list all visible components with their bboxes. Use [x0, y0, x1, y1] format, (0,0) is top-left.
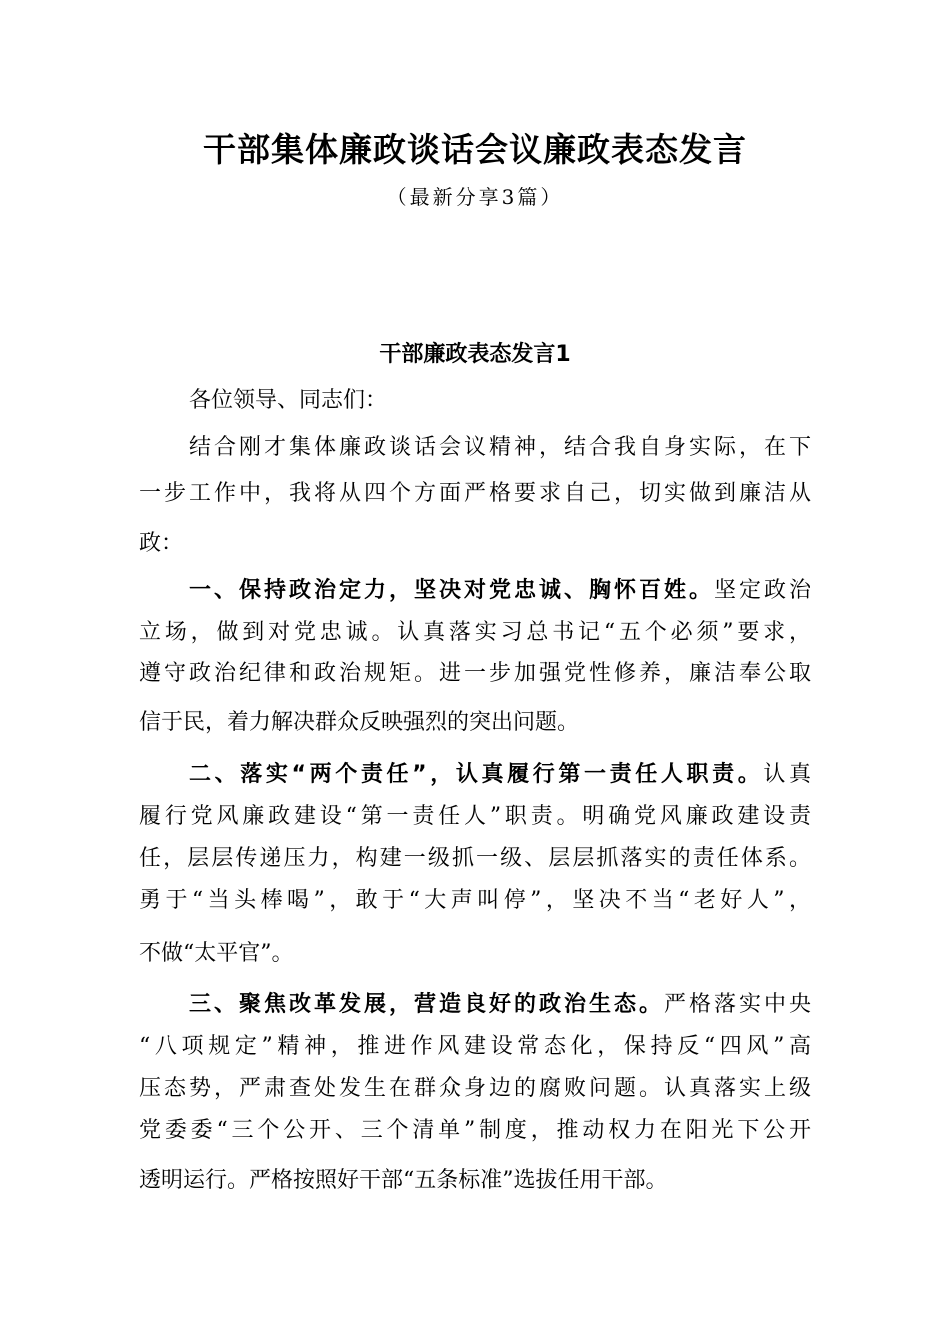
document-title: 干部集体廉政谈话会议廉政表态发言 [203, 130, 747, 169]
salutation: 各位领导、同志们： [189, 388, 388, 413]
point-2-heading: 二、落实“两个责任”，认真履行第一责任人职责。 [189, 762, 764, 787]
point-2-line-3: 任，层层传递压力，构建一级抓一级、层层抓落实的责任体系。 [139, 846, 811, 871]
point-3-line-2: “八项规定”精神，推进作风建设常态化，保持反“四风”高 [139, 1034, 811, 1059]
point-3-line-1-rest: 严格落实中央 [663, 992, 811, 1017]
point-3-line-5: 透明运行。严格按照好干部“五条标准”选拔任用干部。 [139, 1168, 668, 1193]
intro-line-1: 结合刚才集体廉政谈话会议精神，结合我自身实际，在下 [189, 435, 811, 460]
point-2-line-1-rest: 认真 [763, 762, 811, 787]
point-3-line-3: 压态势，严肃查处发生在群众身边的腐败问题。认真落实上级 [139, 1076, 811, 1101]
point-2-line-2: 履行党风廉政建设“第一责任人”职责。明确党风廉政建设责 [139, 804, 811, 829]
point-1-line-2: 立场，做到对党忠诚。认真落实习总书记“五个必须”要求， [139, 620, 811, 645]
point-2-line-4: 勇于“当头棒喝”，敢于“大声叫停”，坚决不当“老好人”， [139, 888, 811, 913]
point-2-line-5: 不做“太平官”。 [139, 941, 294, 966]
point-1-line-4: 信于民，着力解决群众反映强烈的突出问题。 [139, 710, 580, 735]
point-2-line-1 [189, 758, 811, 792]
point-1-line-1 [189, 574, 811, 608]
section-heading: 干部廉政表态发言1 [379, 342, 571, 367]
point-1-line-1-rest: 坚定政治 [713, 578, 811, 603]
document-subtitle: （最新分享3篇） [386, 185, 564, 209]
point-3-heading: 三、聚焦改革发展，营造良好的政治生态。 [189, 992, 664, 1017]
point-1-line-3: 遵守政治纪律和政治规矩。进一步加强党性修养，廉洁奉公取 [139, 661, 811, 686]
point-1-heading: 一、保持政治定力，坚决对党忠诚、胸怀百姓。 [189, 578, 714, 603]
intro-line-2: 一步工作中，我将从四个方面严格要求自己，切实做到廉洁从 [139, 481, 811, 506]
point-3-line-1 [189, 988, 811, 1022]
point-3-line-4: 党委委“三个公开、三个清单”制度，推动权力在阳光下公开 [139, 1118, 811, 1143]
intro-line-3: 政： [139, 531, 184, 556]
